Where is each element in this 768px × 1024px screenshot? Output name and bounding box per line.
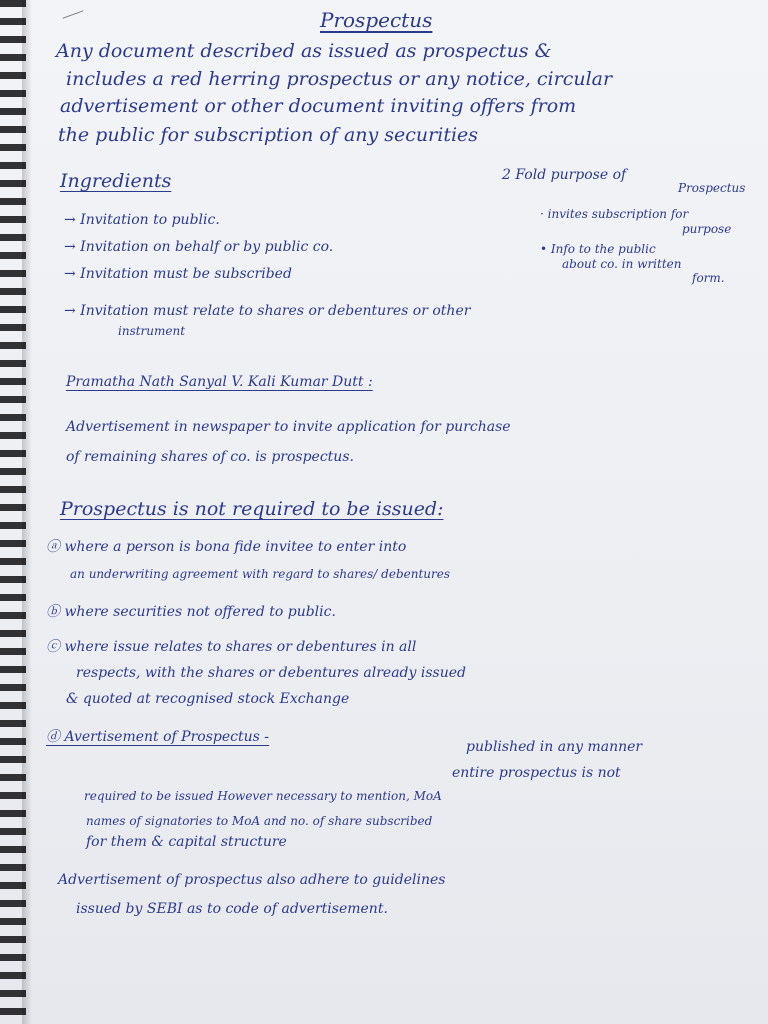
definition-line: Any document described as issued as prospectus & <box>56 40 552 62</box>
advertisement-line: required to be issued However necessary to mention, MoA <box>84 789 442 803</box>
ingredient-item: → Invitation on behalf or by public co. <box>64 239 334 255</box>
fold-purpose-item-continued: about co. in written <box>562 257 682 271</box>
exception-item: ⓑ where securities not offered to public. <box>46 604 336 620</box>
exception-item-continued: an underwriting agreement with regard to shares/ debentures <box>70 567 451 581</box>
definition-line: advertisement or other document inviting offers from <box>60 95 577 117</box>
case-line: of remaining shares of co. is prospectus. <box>66 449 354 465</box>
page-title: Prospectus <box>320 8 433 32</box>
ingredient-item: → Invitation must relate to shares or debentures or other <box>64 303 471 319</box>
binding-shadow <box>22 0 32 1024</box>
fold-purpose-item-continued: purpose <box>682 222 732 236</box>
sebi-line: issued by SEBI as to code of advertisement. <box>76 901 388 917</box>
advertisement-line: for them & capital structure <box>86 834 287 850</box>
advertisement-line: names of signatories to MoA and no. of share subscribed <box>86 814 433 828</box>
case-line: Advertisement in newspaper to invite application for purchase <box>66 419 511 435</box>
ingredient-item: → Invitation must be subscribed <box>64 266 292 282</box>
ingredient-item: → Invitation to public. <box>64 212 220 228</box>
not-required-heading: Prospectus is not required to be issued: <box>60 498 444 520</box>
fold-purpose-heading-2: Prospectus <box>678 181 746 195</box>
exception-item-continued: respects, with the shares or debentures already issued <box>76 665 466 681</box>
pencil-mark <box>62 10 83 18</box>
exception-item: ⓒ where issue relates to shares or debentures in all <box>46 639 417 655</box>
definition-line: includes a red herring prospectus or any notice, circular <box>66 68 613 90</box>
case-title: Pramatha Nath Sanyal V. Kali Kumar Dutt : <box>66 374 373 390</box>
exception-item-continued: & quoted at recognised stock Exchange <box>66 691 350 707</box>
advertisement-line: published in any manner <box>466 739 643 755</box>
ingredients-heading: Ingredients <box>60 170 172 192</box>
fold-purpose-item-continued: form. <box>692 271 725 285</box>
advertisement-line: entire prospectus is not <box>452 765 621 781</box>
exception-item: ⓐ where a person is bona fide invitee to enter into <box>46 539 407 555</box>
advertisement-label: ⓓ Avertisement of Prospectus - <box>46 729 269 745</box>
fold-purpose-heading: 2 Fold purpose of <box>502 167 627 183</box>
ingredient-item-continued: instrument <box>118 324 186 338</box>
fold-purpose-item: • Info to the public <box>540 242 656 256</box>
definition-line: the public for subscription of any securities <box>58 124 479 146</box>
fold-purpose-item: · invites subscription for <box>540 207 689 221</box>
sebi-line: Advertisement of prospectus also adhere to guidelines <box>58 872 446 888</box>
